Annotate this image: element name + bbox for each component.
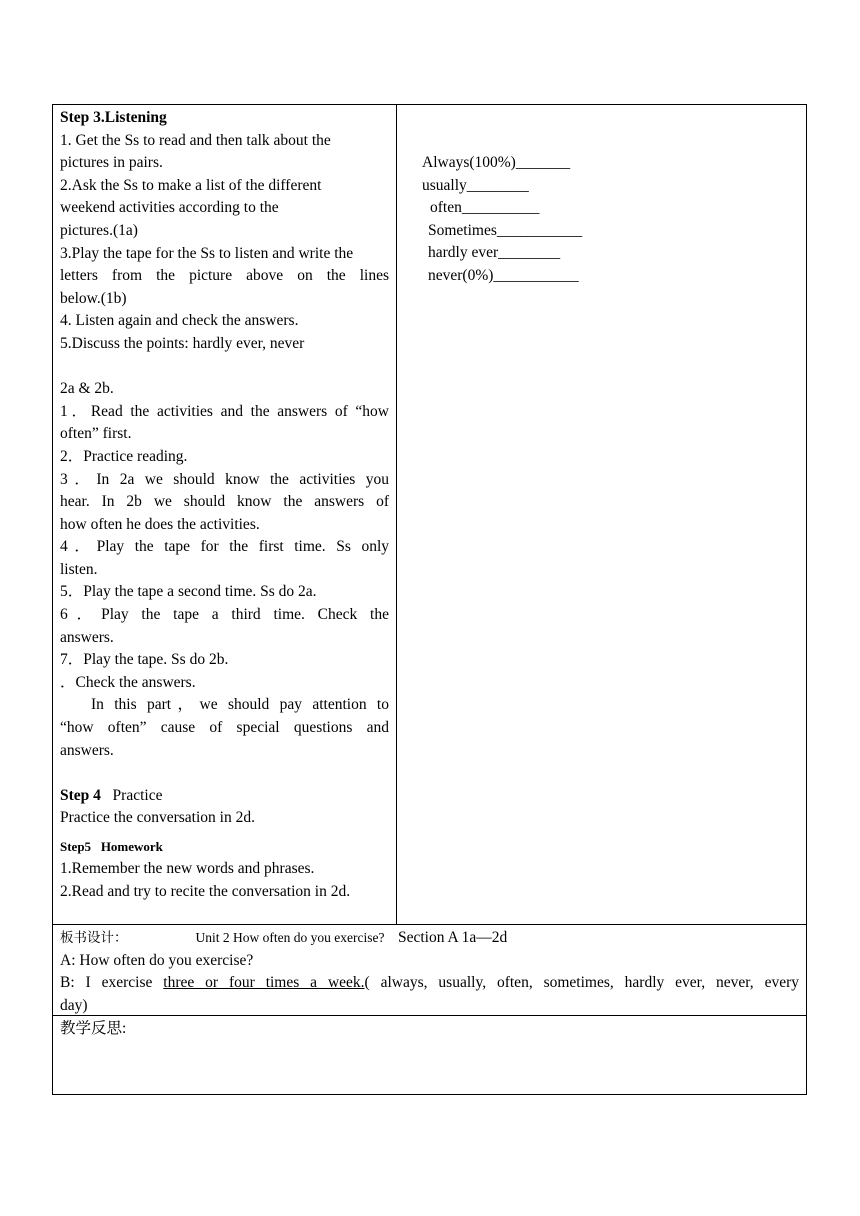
step3-line: pictures in pairs. xyxy=(60,154,163,172)
step5-line: 2.Read and try to recite the conversation in 2d. xyxy=(60,882,351,900)
part2-line: 4．Play the tape for the first time. Ss only xyxy=(60,538,389,556)
part2-line: 2．Practice reading. xyxy=(60,447,188,465)
part2-line: 7．Play the tape. Ss do 2b. xyxy=(60,651,229,669)
step3-line: 3.Play the tape for the Ss to listen and write the xyxy=(60,244,354,262)
step5-label: Step5 xyxy=(60,839,92,854)
board-line-b-rest: ( always, usually, often, sometimes, hardly ever, never, every xyxy=(364,974,799,992)
reflection-label: 教学反思: xyxy=(60,1020,127,1037)
step3-line: 1. Get the Ss to read and then talk about the xyxy=(60,131,331,149)
step5-line: 1.Remember the new words and phrases. xyxy=(60,860,315,877)
procedure-cell xyxy=(53,105,397,924)
board-line-a: A: How often do you exercise? xyxy=(60,951,254,969)
frequency-line-never: never(0%)___________ xyxy=(428,267,579,284)
board-unit: Unit 2 How often do you exercise? xyxy=(195,930,385,945)
part2-line: “how often” cause of special questions and xyxy=(60,719,389,737)
frequency-line-often: often__________ xyxy=(430,199,540,216)
step5-text: Homework xyxy=(100,839,163,854)
board-header xyxy=(60,927,799,950)
board-line-b-underlined: three or four times a week. xyxy=(163,974,365,992)
step4-line: Practice the conversation in 2d. xyxy=(60,809,255,827)
part2-line: listen. xyxy=(60,560,98,578)
step3-line: weekend activities according to the xyxy=(60,199,279,217)
board-line-b-prefix: B: I exercise xyxy=(60,974,164,992)
spacer xyxy=(60,356,389,379)
part2-line: ．Check the answers. xyxy=(60,673,196,691)
step3-line: 5.Discuss the points: hardly ever, never xyxy=(60,334,305,352)
step4-heading xyxy=(60,785,389,808)
frequency-line-sometimes: Sometimes___________ xyxy=(428,222,583,239)
part2-line: 5．Play the tape a second time. Ss do 2a. xyxy=(60,583,317,601)
reflection-row xyxy=(53,1015,806,1094)
part2-title: 2a & 2b. xyxy=(60,380,114,398)
step3-line: 2.Ask the Ss to make a list of the different xyxy=(60,176,322,194)
part2-line: answers. xyxy=(60,741,114,759)
part2-line: 3．In 2a we should know the activities you xyxy=(60,470,389,488)
frequency-line-always: Always(100%)_______ xyxy=(422,154,571,171)
step4-label: Step 4 xyxy=(60,786,101,804)
procedure-row xyxy=(53,105,806,924)
step5-heading xyxy=(60,836,389,858)
board-design-row xyxy=(53,924,806,1015)
board-line-b xyxy=(60,972,799,995)
step3-title: Step 3.Listening xyxy=(60,109,167,126)
part2-line: 1．Read the activities and the answers of “how xyxy=(60,402,389,420)
step3-line: below.(1b) xyxy=(60,289,127,307)
frequency-line-usually: usually________ xyxy=(422,177,529,194)
part2-line: 6．Play the tape a third time. Check the xyxy=(60,606,389,624)
part2-line: how often he does the activities. xyxy=(60,515,260,533)
lesson-plan-table xyxy=(52,104,807,1095)
frequency-line-hardly-ever: hardly ever________ xyxy=(428,244,561,261)
spacer xyxy=(60,762,389,785)
frequency-cell xyxy=(397,105,806,924)
part2-line: often” first. xyxy=(60,425,132,443)
part2-line: answers. xyxy=(60,628,114,646)
part2-line: In this part，we should pay attention to xyxy=(91,696,389,714)
board-section: Section A 1a—2d xyxy=(397,929,508,946)
step4-text: Practice xyxy=(112,786,163,804)
step3-line: pictures.(1a) xyxy=(60,221,138,239)
step3-line: letters from the picture above on the lines xyxy=(60,267,389,285)
board-line-b-cont: day) xyxy=(60,996,88,1014)
part2-line: hear. In 2b we should know the answers of xyxy=(60,493,389,511)
board-label: 板书设计： xyxy=(60,930,128,945)
step3-line: 4. Listen again and check the answers. xyxy=(60,312,299,330)
